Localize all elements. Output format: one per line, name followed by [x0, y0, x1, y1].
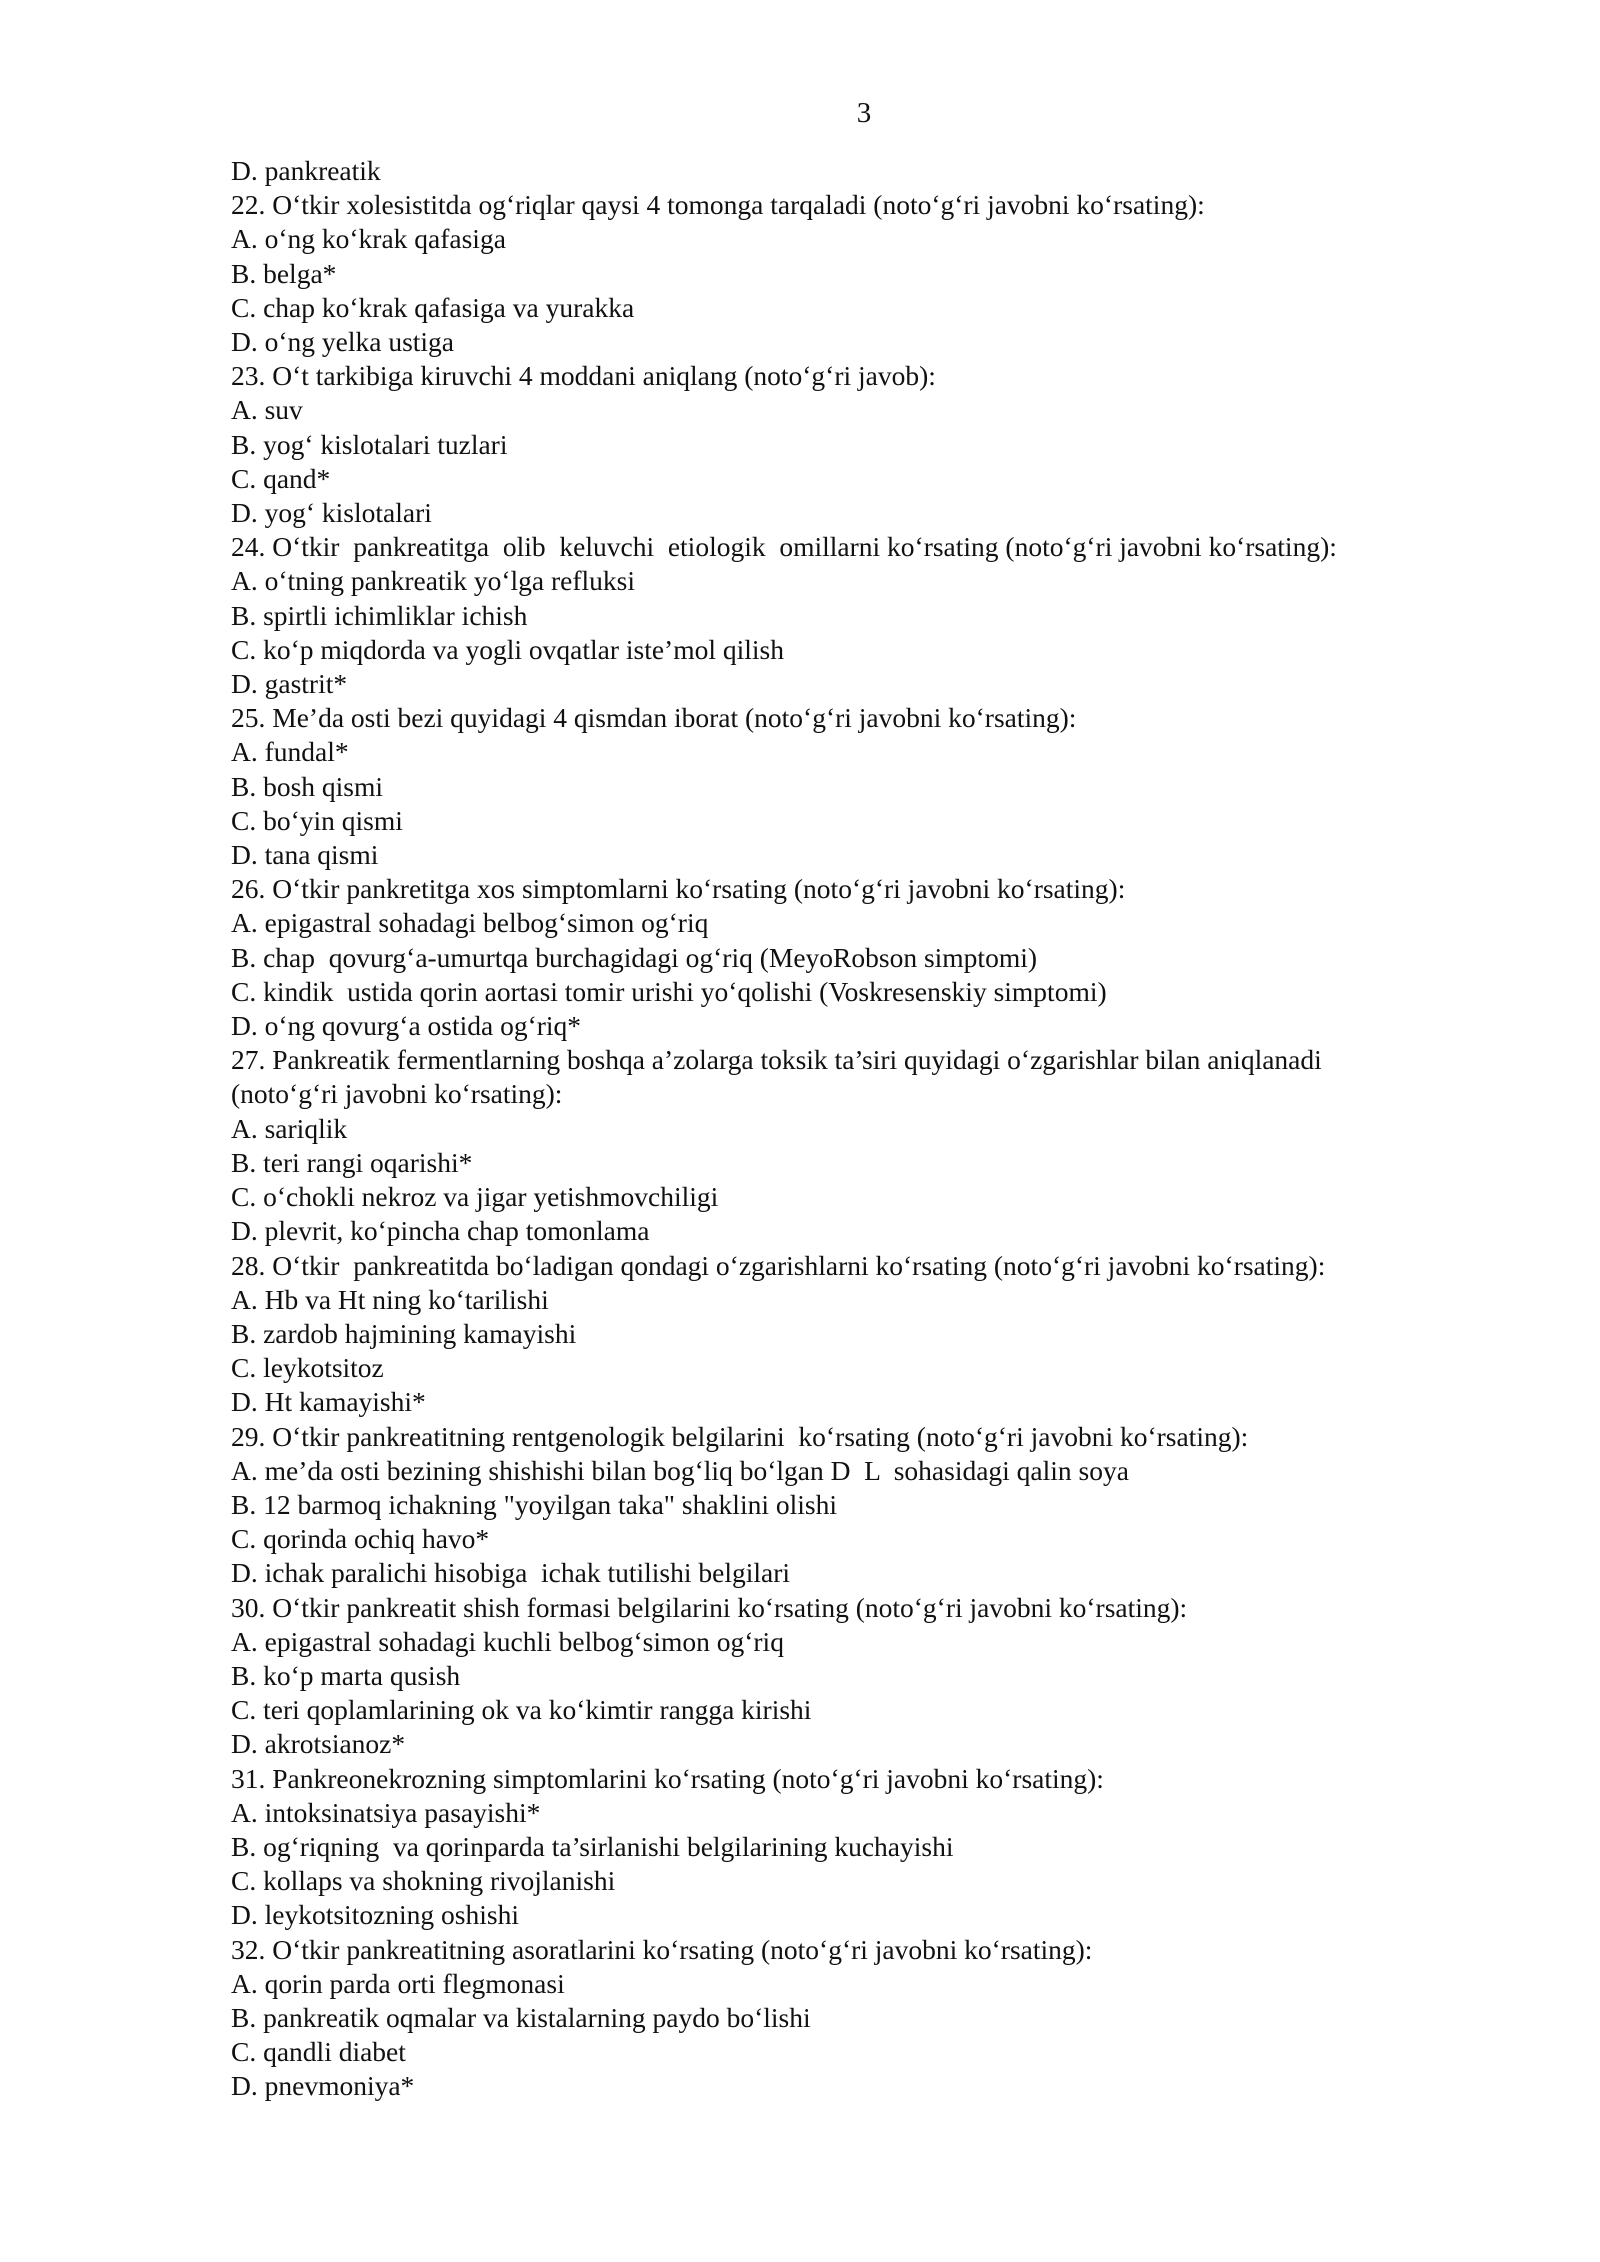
answer-option: C. qorinda ochiq havo*: [231, 1523, 490, 1555]
answer-option: D. o‘ng qovurg‘a ostida og‘riq*: [231, 1010, 582, 1042]
answer-option: D. gastrit*: [231, 668, 348, 700]
answer-option: B. zardob hajmining kamayishi: [231, 1317, 577, 1349]
question-line: 27. Pankreatik fermentlarning boshqa a’zolarga toksik ta’siri quyidagi o‘zgarishlar bilan aniqlanadi: [231, 1044, 1322, 1076]
answer-option: C. kollaps va shokning rivojlanishi: [231, 1865, 616, 1897]
answer-option: D. plevrit, ko‘pincha chap tomonlama: [231, 1215, 650, 1247]
question-line: 26. O‘tkir pankretitga xos simptomlarni ko‘rsating (noto‘g‘ri javobni ko‘rsating):: [231, 873, 1126, 905]
question-line: 32. O‘tkir pankreatitning asoratlarini ko‘rsating (noto‘g‘ri javobni ko‘rsating):: [231, 1933, 1093, 1965]
answer-option: C. chap ko‘krak qafasiga va yurakka: [231, 291, 635, 323]
answer-option: A. epigastral sohadagi belbog‘simon og‘riq: [231, 907, 709, 939]
answer-option: C. bo‘yin qismi: [231, 804, 403, 836]
answer-option: B. ko‘p marta qusish: [231, 1659, 461, 1691]
answer-option: A. intoksinatsiya pasayishi*: [231, 1796, 541, 1828]
document-body: [231, 154, 1431, 2104]
answer-option: D. yog‘ kislotalari: [231, 497, 432, 529]
answer-option: D. akrotsianoz*: [231, 1728, 406, 1760]
answer-option: D. tana qismi: [231, 839, 379, 871]
answer-option: A. Hb va Ht ning ko‘tarilishi: [231, 1283, 549, 1315]
answer-option: A. fundal*: [231, 736, 349, 768]
answer-option: D. o‘ng yelka ustiga: [231, 326, 455, 358]
answer-option: C. leykotsitoz: [231, 1352, 384, 1384]
answer-option: C. kindik ustida qorin aortasi tomir urishi yo‘qolishi (Voskresenskiy simptomi): [231, 975, 1107, 1007]
question-line: 22. O‘tkir xolesistitda og‘riqlar qaysi 4 tomonga tarqaladi (noto‘g‘ri javobni ko‘rsating):: [231, 189, 1205, 221]
answer-option: C. o‘chokli nekroz va jigar yetishmovchiligi: [231, 1181, 719, 1213]
answer-option: B. chap qovurg‘a-umurtqa burchagidagi og‘riq (MeyoRobson simptomi): [231, 941, 1038, 973]
question-line: 31. Pankreonekrozning simptomlarini ko‘rsating (noto‘g‘ri javobni ko‘rsating):: [231, 1762, 1104, 1794]
question-line: 28. O‘tkir pankreatitda bo‘ladigan qondagi o‘zgarishlarni ko‘rsating (noto‘g‘ri javobni ko‘rsating):: [231, 1249, 1326, 1281]
answer-option: B. yog‘ kislotalari tuzlari: [231, 428, 508, 460]
text-line: D. pankreatik: [231, 155, 381, 186]
answer-option: B. bosh qismi: [231, 770, 384, 802]
answer-option: B. teri rangi oqarishi*: [231, 1146, 473, 1178]
answer-option: D. leykotsitozning oshishi: [231, 1899, 519, 1931]
answer-option: A. me’da osti bezining shishishi bilan bog‘liq bo‘lgan D L sohasidagi qalin soya: [231, 1454, 1129, 1486]
answer-option: B. pankreatik oqmalar va kistalarning paydo bo‘lishi: [231, 2001, 811, 2033]
answer-option: B. og‘riqning va qorinparda ta’sirlanishi belgilarining kuchayishi: [231, 1830, 954, 1862]
answer-option: C. ko‘p miqdorda va yogli ovqatlar iste’mol qilish: [231, 633, 784, 665]
answer-option: A. epigastral sohadagi kuchli belbog‘simon og‘riq: [231, 1625, 784, 1657]
question-line: 29. O‘tkir pankreatitning rentgenologik belgilarini ko‘rsating (noto‘g‘ri javobni ko‘rsating):: [231, 1420, 1249, 1452]
question-line: 30. O‘tkir pankreatit shish formasi belgilarini ko‘rsating (noto‘g‘ri javobni ko‘rsating):: [231, 1591, 1188, 1623]
answer-option: B. belga*: [231, 257, 337, 289]
answer-option: B. 12 barmoq ichakning "yoyilgan taka" shaklini olishi: [231, 1488, 837, 1520]
answer-option: C. qand*: [231, 462, 331, 494]
question-line: 25. Me’da osti bezi quyidagi 4 qismdan iborat (noto‘g‘ri javobni ko‘rsating):: [231, 702, 1077, 734]
answer-option: D. Ht kamayishi*: [231, 1386, 426, 1418]
question-line: 23. O‘t tarkibiga kiruvchi 4 moddani aniqlang (noto‘g‘ri javob):: [231, 360, 936, 392]
page-number: 3: [856, 97, 872, 129]
answer-option: C. teri qoplamlarining ok va ko‘kimtir rangga kirishi: [231, 1694, 812, 1726]
question-line-continued: (noto‘g‘ri javobni ko‘rsating):: [231, 1078, 563, 1110]
answer-option: B. spirtli ichimliklar ichish: [231, 599, 528, 631]
answer-option: A. o‘ng ko‘krak qafasiga: [231, 223, 506, 255]
answer-option: A. sariqlik: [231, 1112, 348, 1144]
answer-option: C. qandli diabet: [231, 2036, 406, 2068]
answer-option: D. pnevmoniya*: [231, 2070, 415, 2102]
answer-option: D. ichak paralichi hisobiga ichak tutilishi belgilari: [231, 1557, 791, 1589]
question-line: 24. O‘tkir pankreatitga olib keluvchi etiologik omillarni ko‘rsating (noto‘g‘ri javobni ko‘rsating):: [231, 531, 1337, 563]
answer-option: A. o‘tning pankreatik yo‘lga refluksi: [231, 565, 635, 597]
answer-option: A. qorin parda orti flegmonasi: [231, 1967, 565, 1999]
answer-option: A. suv: [231, 394, 303, 426]
